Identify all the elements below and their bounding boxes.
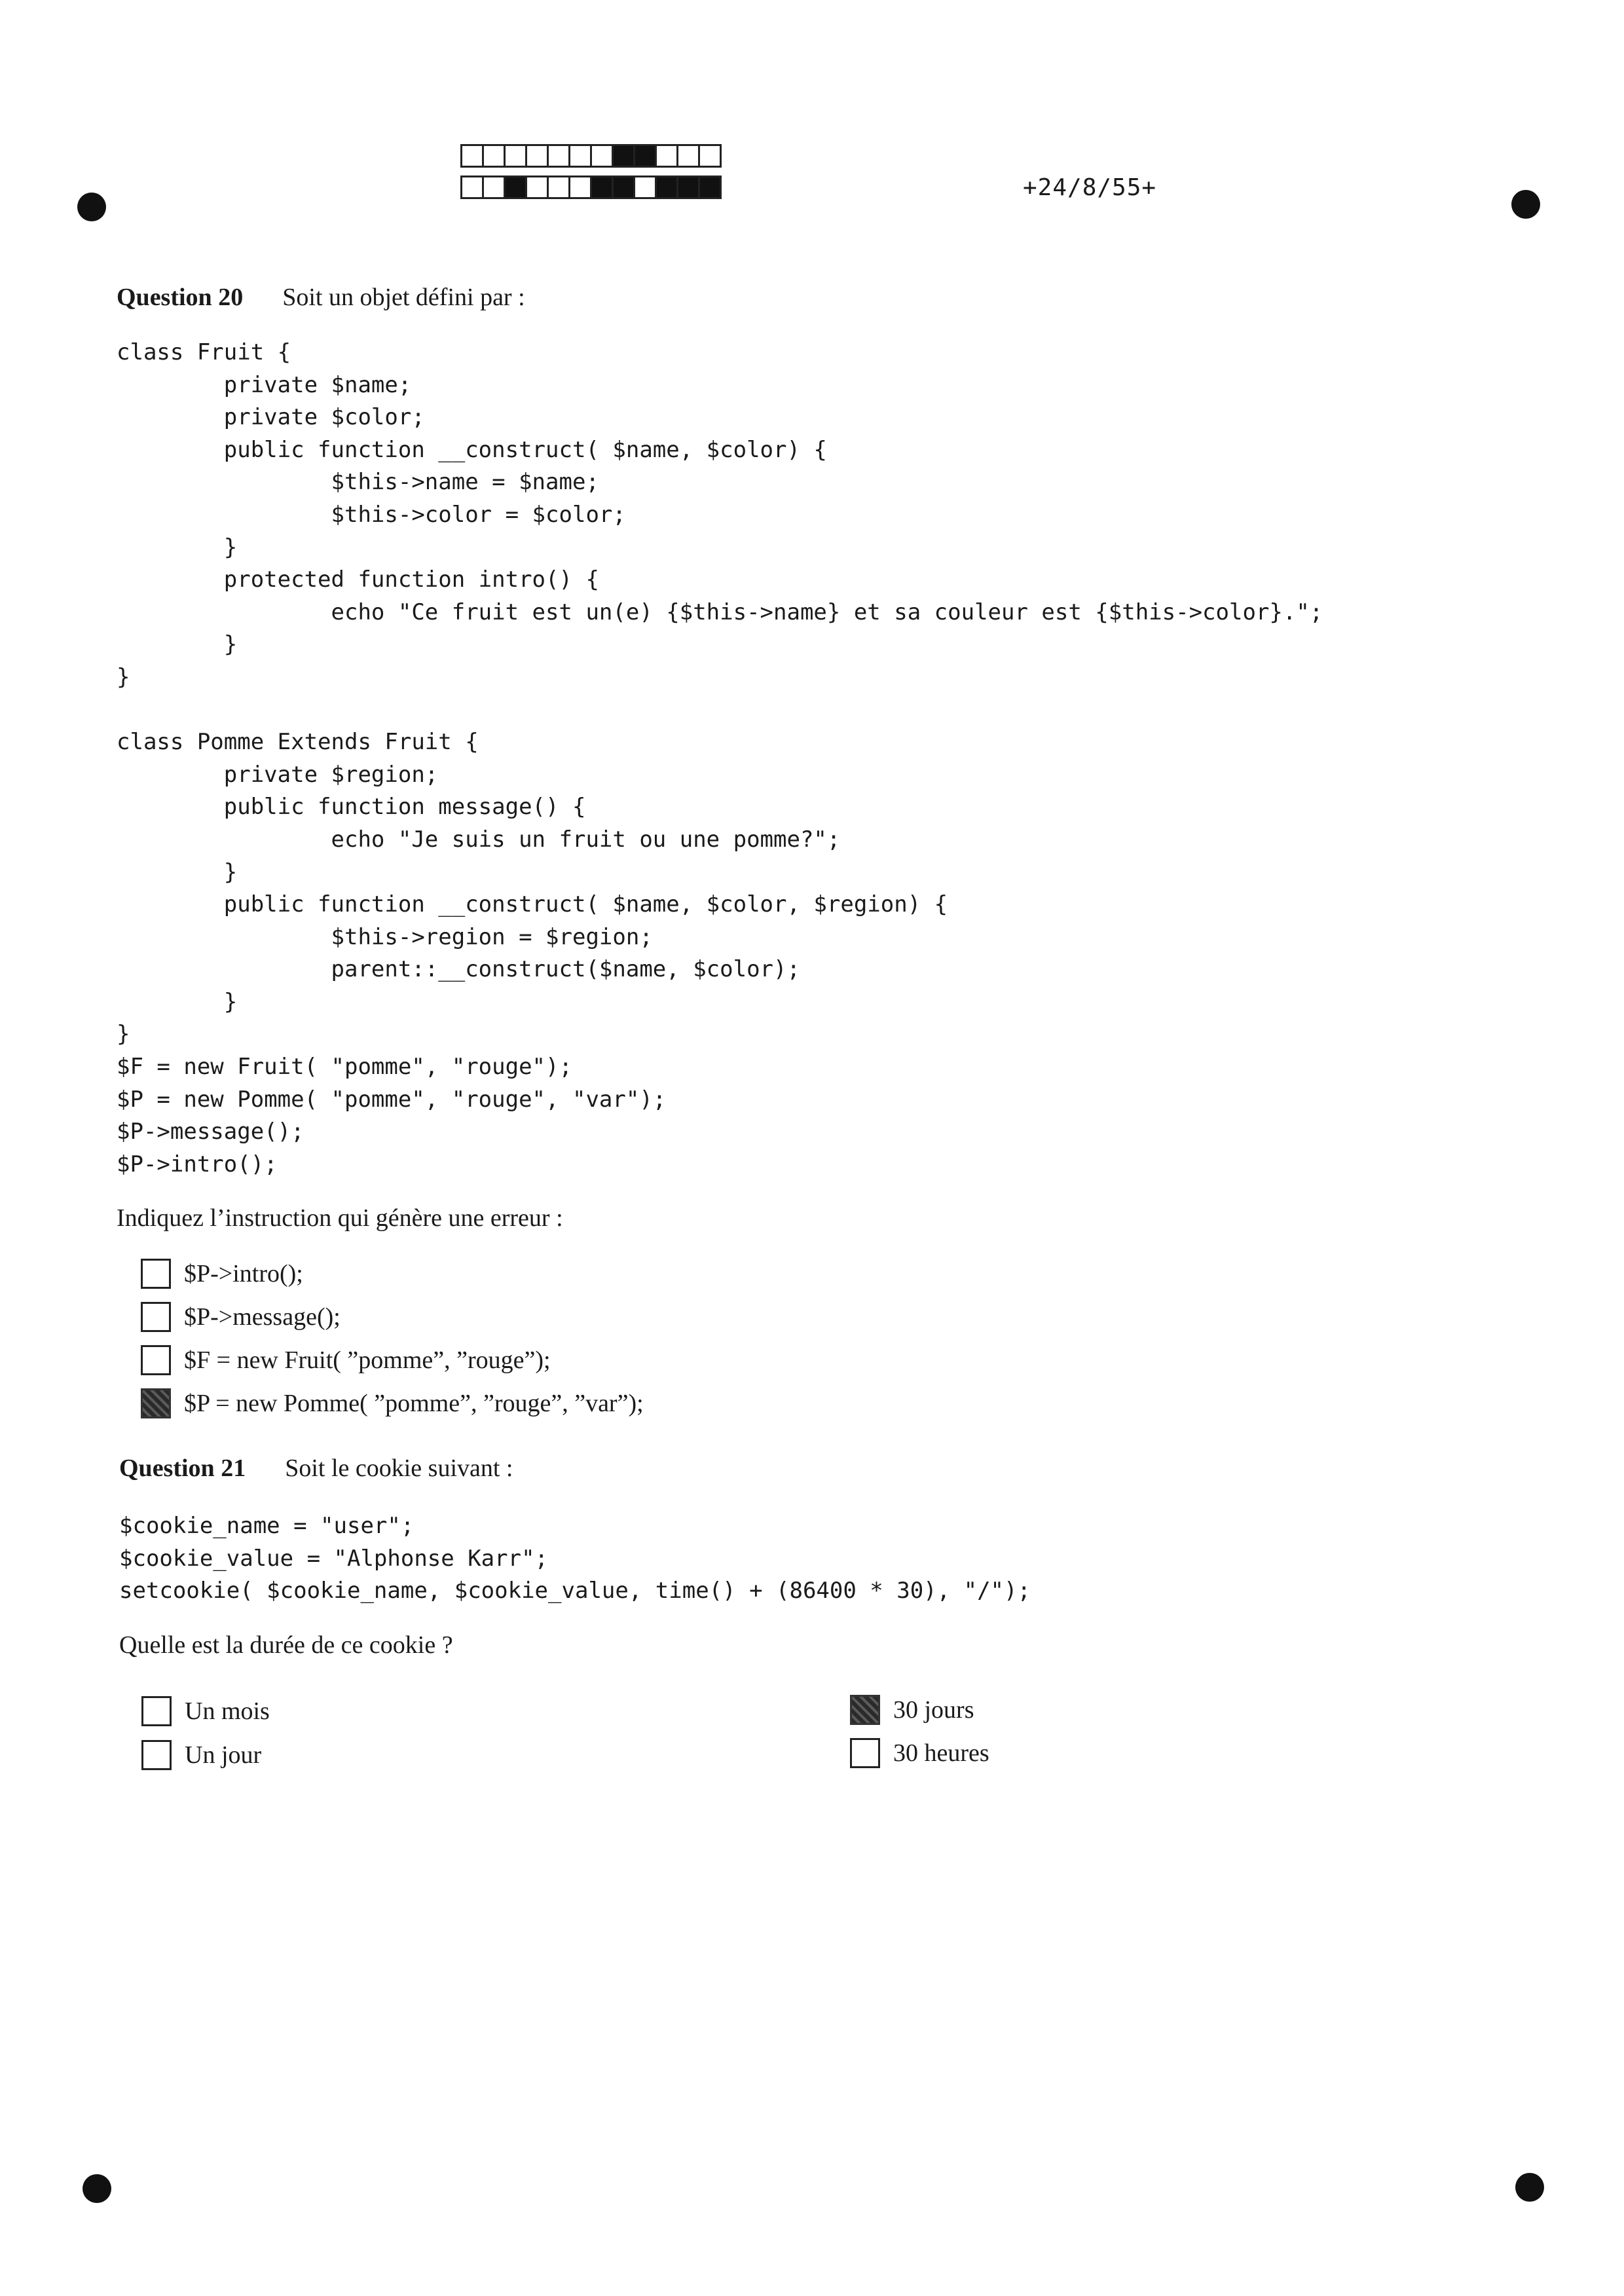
barcode-cell (568, 176, 592, 199)
option-label: $P = new Pomme( ”pomme”, ”rouge”, ”var”); (184, 1390, 644, 1417)
barcode-cell (698, 176, 722, 199)
barcode-cell (633, 144, 657, 168)
question-prompt: Quelle est la durée de ce cookie ? (119, 1631, 453, 1659)
checkbox[interactable] (141, 1302, 171, 1332)
option-label: 30 heures (893, 1739, 989, 1767)
registration-dot-bottom-right (1515, 2173, 1544, 2202)
barcode-cell (547, 176, 570, 199)
barcode-cell (504, 144, 527, 168)
page-code: +24/8/55+ (1023, 174, 1157, 201)
answer-option[interactable] (141, 1388, 644, 1418)
question-21-header (119, 1454, 513, 1483)
answer-option[interactable] (141, 1740, 261, 1770)
barcode-cell (655, 144, 678, 168)
checkbox[interactable] (141, 1696, 172, 1726)
answer-option[interactable] (850, 1738, 989, 1768)
barcode-cell (676, 176, 700, 199)
option-label: Un mois (185, 1697, 270, 1725)
barcode-cell (676, 144, 700, 168)
answer-option[interactable] (850, 1695, 974, 1725)
barcode-cell (590, 176, 614, 199)
option-label: 30 jours (893, 1696, 974, 1724)
checkbox[interactable] (141, 1345, 171, 1375)
barcode-cell (590, 144, 614, 168)
answer-option[interactable] (141, 1696, 270, 1726)
option-label: $F = new Fruit( ”pomme”, ”rouge”); (184, 1346, 551, 1374)
checkbox[interactable] (850, 1695, 880, 1725)
barcode-cell (482, 176, 506, 199)
option-label: Un jour (185, 1741, 262, 1769)
checkbox[interactable] (141, 1388, 171, 1418)
barcode-row-bottom (460, 176, 720, 199)
question-number: Question 20 (117, 284, 244, 311)
barcode-cell (482, 144, 506, 168)
registration-dot-bottom-left (83, 2174, 111, 2203)
barcode-cell (460, 144, 484, 168)
barcode-cell (504, 176, 527, 199)
barcode-cell (460, 176, 484, 199)
question-intro: Soit le cookie suivant : (285, 1454, 513, 1482)
barcode-cell (612, 144, 635, 168)
barcode-cell (525, 144, 549, 168)
question-intro: Soit un objet défini par : (282, 284, 525, 311)
registration-dot-top-right (1511, 190, 1540, 219)
answer-option[interactable] (141, 1259, 303, 1289)
question-20-header (117, 283, 525, 312)
barcode-cell (633, 176, 657, 199)
checkbox[interactable] (141, 1259, 171, 1289)
option-label: $P->intro(); (184, 1260, 303, 1287)
registration-dot-top-left (77, 193, 106, 221)
barcode-cell (612, 176, 635, 199)
barcode-cell (655, 176, 678, 199)
checkbox[interactable] (141, 1740, 172, 1770)
option-label: $P->message(); (184, 1303, 341, 1331)
checkbox[interactable] (850, 1738, 880, 1768)
answer-option[interactable] (141, 1345, 551, 1375)
barcode-cell (547, 144, 570, 168)
barcode-cell (568, 144, 592, 168)
barcode-row-top (460, 144, 720, 168)
barcode-cell (698, 144, 722, 168)
code-block-q20: class Fruit { private $name; private $color; public function __construct( $name, $color) { $this->name = $name; $this->color = $color; } protected function intro() { echo "Ce fruit est un(e) {$this->name} et sa couleur est {$this->color}."; } } class Pomme Extends Fruit { private $region; public function message() { echo "Je suis un fruit ou une pomme?"; } public function __construct( $name, $color, $region) { $this->region = $region; parent::__construct($name, $color); } } $F = new Fruit( "pomme", "rouge"); $P = new Pomme( "pomme", "rouge", "var"); $P->message(); $P->intro(); (117, 339, 1323, 1177)
question-number: Question 21 (119, 1454, 246, 1482)
barcode-cell (525, 176, 549, 199)
question-prompt: Indiquez l’instruction qui génère une erreur : (117, 1204, 563, 1232)
code-block-q21: $cookie_name = "user"; $cookie_value = "Alphonse Karr"; setcookie( $cookie_name, $cookie_value, time() + (86400 * 30), "/"); (119, 1513, 1031, 1604)
answer-option[interactable] (141, 1302, 341, 1332)
